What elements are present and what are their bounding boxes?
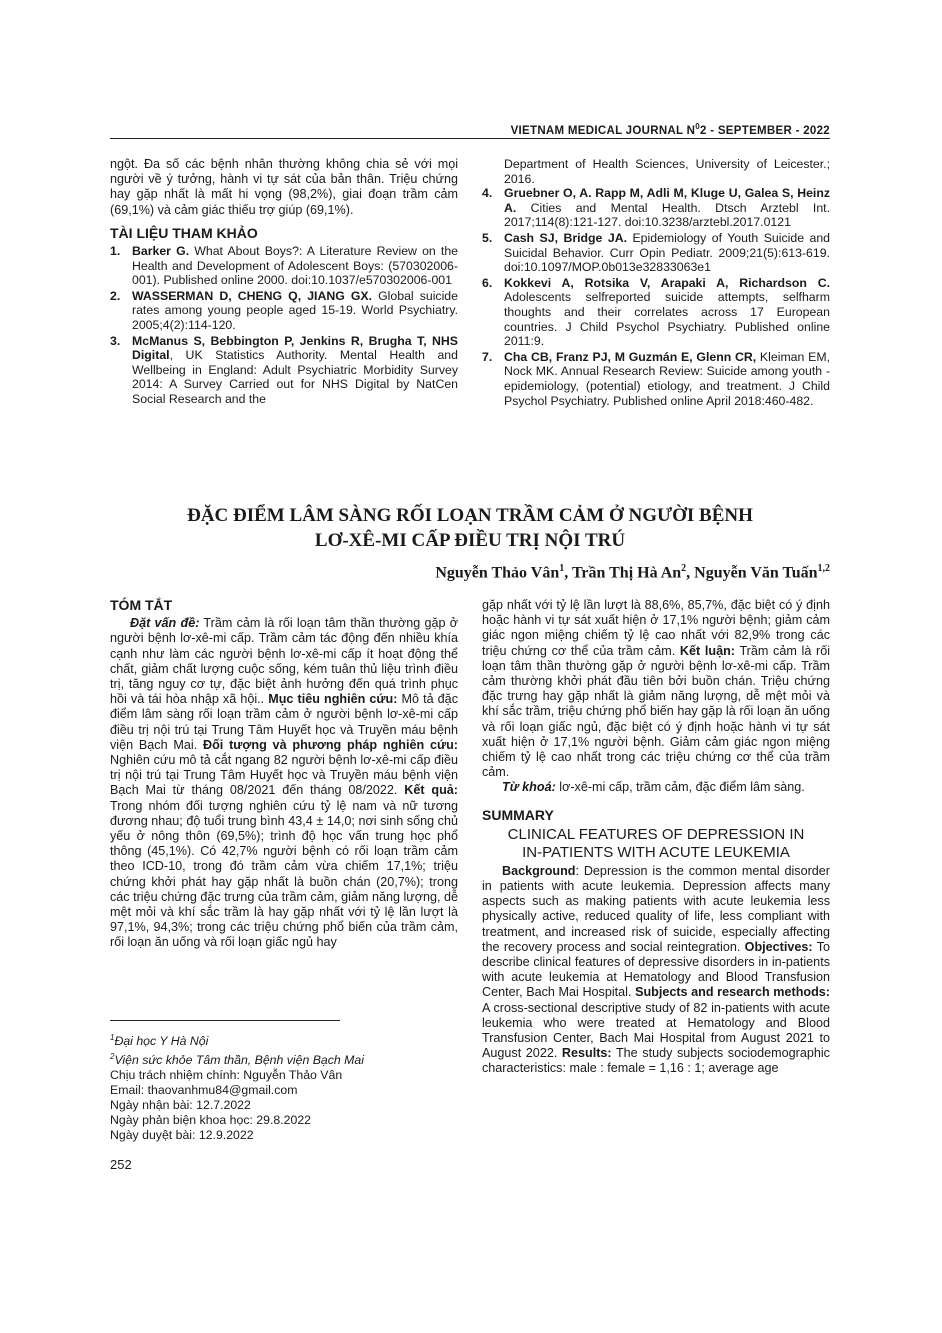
corresponding-author: Chịu trách nhiệm chính: Nguyễn Thảo Vân — [110, 1068, 343, 1083]
date-reviewed: Ngày phản biện khoa học: 29.8.2022 — [110, 1113, 312, 1128]
date-received: Ngày nhận bài: 12.7.2022 — [110, 1098, 251, 1113]
reference-list — [110, 244, 458, 407]
author-list: Nguyễn Thảo Vân$^1$, Trần Thị Hà An$^2$, Nguyễn Văn Tuấn$^{1,2}$ — [435, 563, 830, 582]
abstract-left-column — [110, 598, 458, 951]
footnote-rule — [110, 1020, 340, 1021]
reference-item: 2. WASSERMAN D, CHENG Q, JIANG GX. Global suicide rates among young people aged 15-19. World Psychiatry. 2005;4(2):114-120. — [110, 288, 458, 332]
reference-item: 7. Cha CB, Franz PJ, M Guzmán E, Glenn CR, Kleiman EM, Nock MK. Annual Research Review: Suicide among youth - epidemiology, (potential) etiology, and treatment. J Child Psychol Psychiatry. Published online April 2018:460-482. — [482, 349, 830, 408]
summary-title: CLINICAL FEATURES OF DEPRESSION IN IN-PATIENTS WITH ACUTE LEUKEMIA — [507, 825, 805, 861]
affiliation-2: $^2$Viện sức khỏe Tâm thần, Bệnh viện Bạch Mai — [110, 1052, 364, 1068]
reference-continuation: Department of Health Sciences, University of Leicester.; 2016. — [504, 157, 830, 186]
abstract-text: Đặt vấn đề: Trầm cảm là rối loạn tâm thần thường gặp ở người bệnh lơ-xê-mi cấp. Trầm cảm tác động đến nhiều khía cạnh như làm các người bệnh lơ-xê-mi cấp ít hoạt động thể chất, giảm chất lượng cuộc sống, kém tuân thủ liệu trình điều trị, tăng nguy cơ tự, đặc biệt ảnh hưởng đến quá trình phục hồi và tái hòa nhập xã hội.. Mục tiêu nghiên cứu: Mô tả đặc điểm lâm sàng rối loạn trầm cảm ở người bệnh lơ-xê-mi cấp điều trị nội trú tại Trung Tâm Huyết học và Truyền máu bệnh viện Bạch Mai. Đối tượng và phương pháp nghiên cứu: Nghiên cứu mô tả cắt ngang 82 người bệnh lơ-xê-mi cấp điều trị nội trú tại Trung Tâm Huyết học và Truyền máu bệnh viện Bạch Mai từ tháng 08/2021 đến tháng 08/2022. Kết quả: Trong nhóm đối tượng nghiên cứu tỷ lệ nam và nữ tương đương nhau; độ tuổi trung bình 43,4 ± 14,0; nơi sinh sống chủ yếu ở nông thôn (69,5%); trình độ học vấn trung học phổ thông (45,1%). Có 42,7% người bệnh có rối loạn trầm cảm theo ICD-10, trong đó trầm cảm vừa chiếm 17,1%; triệu chứng khởi phát hay gặp nhất là buồn chán (20,7%); trong các triệu chứng đặc trưng của trầm cảm, giảm năng lượng, dễ mệt mỏi và khí sắc trầm là hay gặp nhất với tỷ lệ lần lượt là 97,1%, 94,3%; trong các triệu chứng phổ biến của trầm cảm, rối loạn ăn uống và rối loạn giấc ngủ hay — [110, 616, 459, 950]
keywords: Từ khoá: lơ-xê-mi cấp, trầm cảm, đặc điểm lâm sàng. — [502, 780, 805, 795]
footnotes — [110, 1030, 458, 1143]
reference-item: 3. McManus S, Bebbington P, Jenkins R, Brugha T, NHS Digital, UK Statistics Authority. Mental Health and Wellbeing in England: Adult Psychiatric Morbidity Survey 2014: A Survey Carried out for NHS Digital by NatCen Social Research and the — [110, 333, 458, 406]
top-left-column — [110, 157, 458, 408]
email: Email: thaovanhmu84@gmail.com — [110, 1083, 298, 1098]
article-title: ĐẶC ĐIỂM LÂM SÀNG RỐI LOẠN TRẦM CẢM Ở NGƯỜI BỆNH LƠ-XÊ-MI CẤP ĐIỀU TRỊ NỘI TRÚ — [187, 505, 753, 551]
abstract-right-column — [482, 598, 830, 1077]
reference-list — [482, 186, 830, 408]
journal-running-header: VIETNAM MEDICAL JOURNAL $N^02$ - SEPTEMBER - 2022 — [510, 122, 830, 137]
affiliation-1: $^1$Đại học Y Hà Nội — [110, 1033, 209, 1049]
references-heading: TÀI LIỆU THAM KHẢO — [110, 224, 258, 241]
abstract-continuation: gặp nhất với tỷ lệ lần lượt là 88,6%, 85,7%, đặc biệt có ý định hoặc hành vi tự sát xuất hiện ở 17,1% người bệnh; giảm cảm giác ngon miệng chiếm tỷ lệ cao nhất với 82,9% trong các triệu chứng cơ thể của trầm cảm. Kết luận: Trầm cảm là rối loạn tâm thần thường gặp ở người bệnh lơ-xê-mi cấp. Trầm cảm thường khởi phát đầu tiên bởi buồn chán. Triệu chứng đặc trưng hay gặp nhất là giảm năng lượng, dễ mệt mỏi và khí sắc trầm, triệu chứng phổ biến hay gặp là rối loạn ăn uống và rối loạn giấc ngủ, đặc biệt có ý định hoặc hành vi tự sát xuất hiện ở 17,1% người bệnh. Giảm cảm giác ngon miệng chiếm tỷ lệ cao nhất trong các triệu chứng cơ thể của trầm cảm. — [482, 598, 831, 780]
page-number: 252 — [110, 1157, 132, 1172]
summary-text: Background: Depression is the common mental disorder in patients with acute leukemia. Depression affects many aspects such as making patients with acute leukemia less physically active, reduced quality of life, less compliant with treatment, and increased risk of suicide, especially affecting the recovery process and social reintegration. Objectives: To describe clinical features of depressive disorders in in-patients with acute leukemia at Hematology and Blood Transfusion Center, Bach Mai Hospital. Subjects and research methods: A cross-sectional descriptive study of 82 in-patients with acute leukemia who were treated at Hematology and Blood Transfusion Center, Bach Mai Hospital from August 2021 to August 2022. Results: The study subjects sociodemographic characteristics: male : female = 1,16 : 1; average age — [482, 863, 830, 1076]
date-approved: Ngày duyệt bài: 12.9.2022 — [110, 1128, 254, 1143]
summary-heading: SUMMARY — [482, 806, 554, 823]
previous-article-continuation: ngột. Đa số các bệnh nhân thường không chia sẻ với mọi người về ý tưởng, hành vi tự sát của bản thân. Triệu chứng hay gặp nhất là mất hi vọng (98,2%), giai đoạn trầm cảm (69,1%) và cảm giác thiếu trợ giúp (69,1%). — [110, 157, 458, 217]
reference-item: 4. Gruebner O, A. Rapp M, Adli M, Kluge U, Galea S, Heinz A. Cities and Mental Health. Dtsch Arztebl Int. 2017;114(8):121-127. doi:10.3238/arztebl.2017.0121 — [482, 186, 830, 230]
header-rule — [110, 138, 830, 139]
reference-item: 1. Barker G. What About Boys?: A Literature Review on the Health and Development of Adolescent Boys: (570302006-001). Published online 2000. doi:10.1037/e570302006-001 — [110, 244, 458, 288]
abstract-heading: TÓM TẮT — [110, 597, 173, 613]
reference-item: 6. Kokkevi A, Rotsika V, Arapaki A, Richardson C. Adolescents selfreported suicide attempts, selfharm thoughts and their correlates across 17 European countries. J Child Psychol Psychiatry. Published online 2011:9. — [482, 275, 830, 349]
top-right-column — [482, 157, 830, 409]
reference-item: 5. Cash SJ, Bridge JA. Epidemiology of Youth Suicide and Suicidal Behavior. Curr Opin Pediatr. 2009;21(5):613-619. doi:10.1097/MOP.0b013e32833063e1 — [482, 230, 831, 275]
